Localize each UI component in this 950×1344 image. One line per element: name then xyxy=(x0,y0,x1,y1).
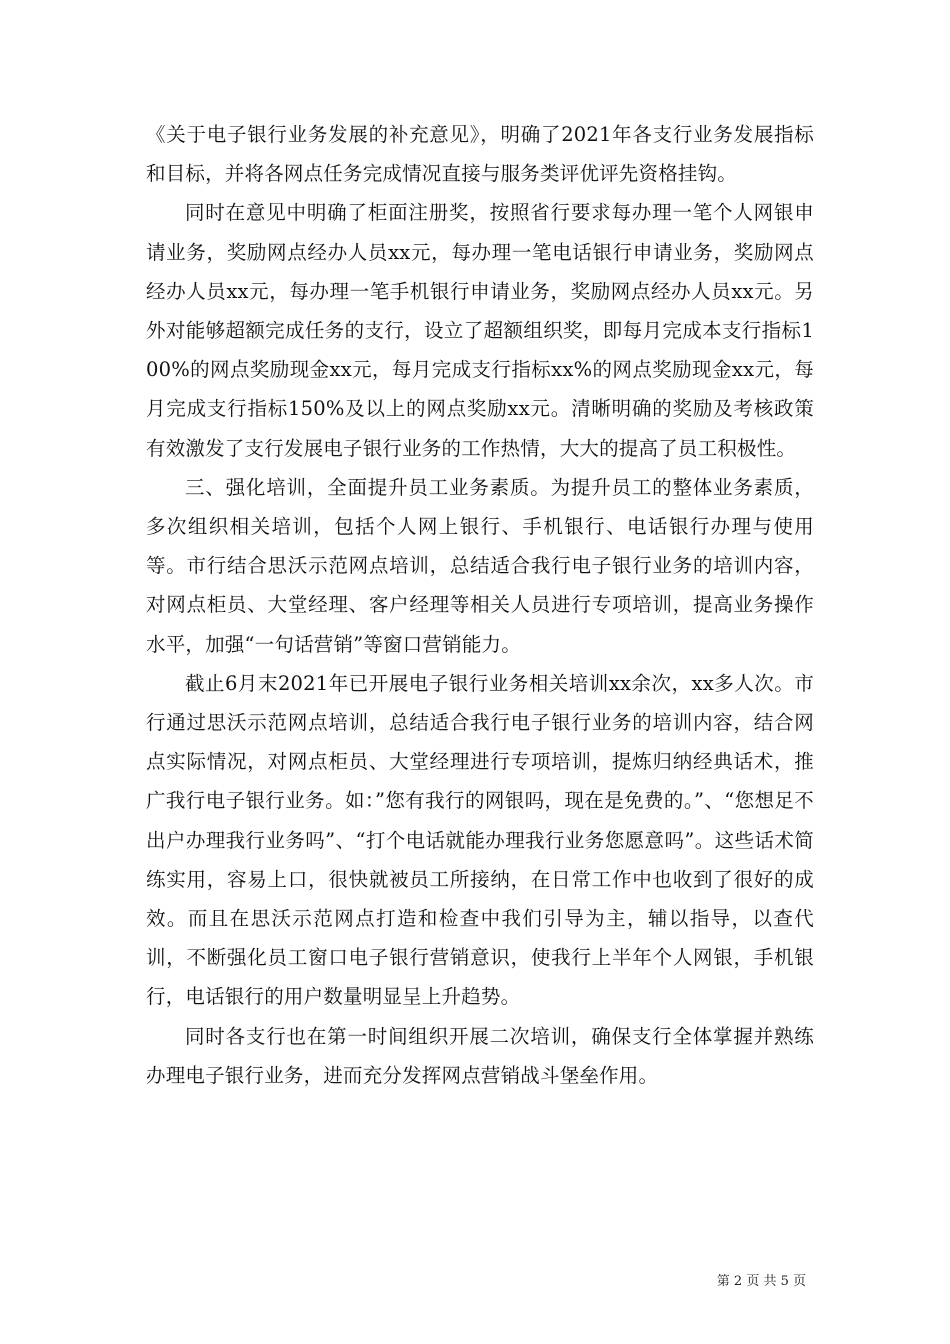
page-number-footer: 第 2 页 共 5 页 xyxy=(716,1274,806,1289)
paragraph-2: 同时在意见中明确了柜面注册奖，按照省行要求每办理一笔个人网银申请业务，奖励网点经办人员xx元，每办理一笔电话银行申请业务，奖励网点经办人员xx元，每办理一笔手机银行申请业务，奖励网点经办人员xx元。另外对能够超额完成任务的支行，设立了超额组织奖，即每月完成本支行指标100%的网点奖励现金xx元，每月完成支行指标xx%的网点奖励现金xx元，每月完成支行指标150%及以上的网点奖励xx元。清晰明确的奖励及考核政策有效激发了支行发展电子银行业务的工作热情，大大的提高了员工积极性。 xyxy=(146,201,814,460)
paragraph-1: 《关于电子银行业务发展的补充意见》，明确了2021年各支行业务发展指标和目标，并将各网点任务完成情况直接与服务类评优评先资格挂钩。 xyxy=(146,123,814,186)
paragraph-4: 截止6月末2021年已开展电子银行业务相关培训xx余次，xx多人次。市行通过思沃示范网点培训，总结适合我行电子银行业务的培训内容，结合网点实际情况，对网点柜员、大堂经理进行专项培训，提炼归纳经典话术，推广我行电子银行业务。如：”您有我行的网银吗，现在是免费的。”、“您想足不出户办理我行业务吗”、“打个电话就能办理我行业务您愿意吗”。这些话术简练实用，容易上口，很快就被员工所接纳，在日常工作中也收到了很好的成效。而且在思沃示范网点打造和检查中我们引导为主，辅以指导，以查代训，不断强化员工窗口电子银行营销意识，使我行上半年个人网银，手机银行，电话银行的用户数量明显呈上升趋势。 xyxy=(146,671,814,1009)
paragraph-3: 三、强化培训，全面提升员工业务素质。为提升员工的整体业务素质，多次组织相关培训，包括个人网上银行、手机银行、电话银行办理与使用等。市行结合思沃示范网点培训，总结适合我行电子银行业务的培训内容，对网点柜员、大堂经理、客户经理等相关人员进行专项培训，提高业务操作水平，加强“一句话营销”等窗口营销能力。 xyxy=(146,475,814,656)
paragraph-5: 同时各支行也在第一时间组织开展二次培训，确保支行全体掌握并熟练办理电子银行业务，进而充分发挥网点营销战斗堡垒作用。 xyxy=(146,1024,814,1087)
document-body xyxy=(146,115,814,1095)
